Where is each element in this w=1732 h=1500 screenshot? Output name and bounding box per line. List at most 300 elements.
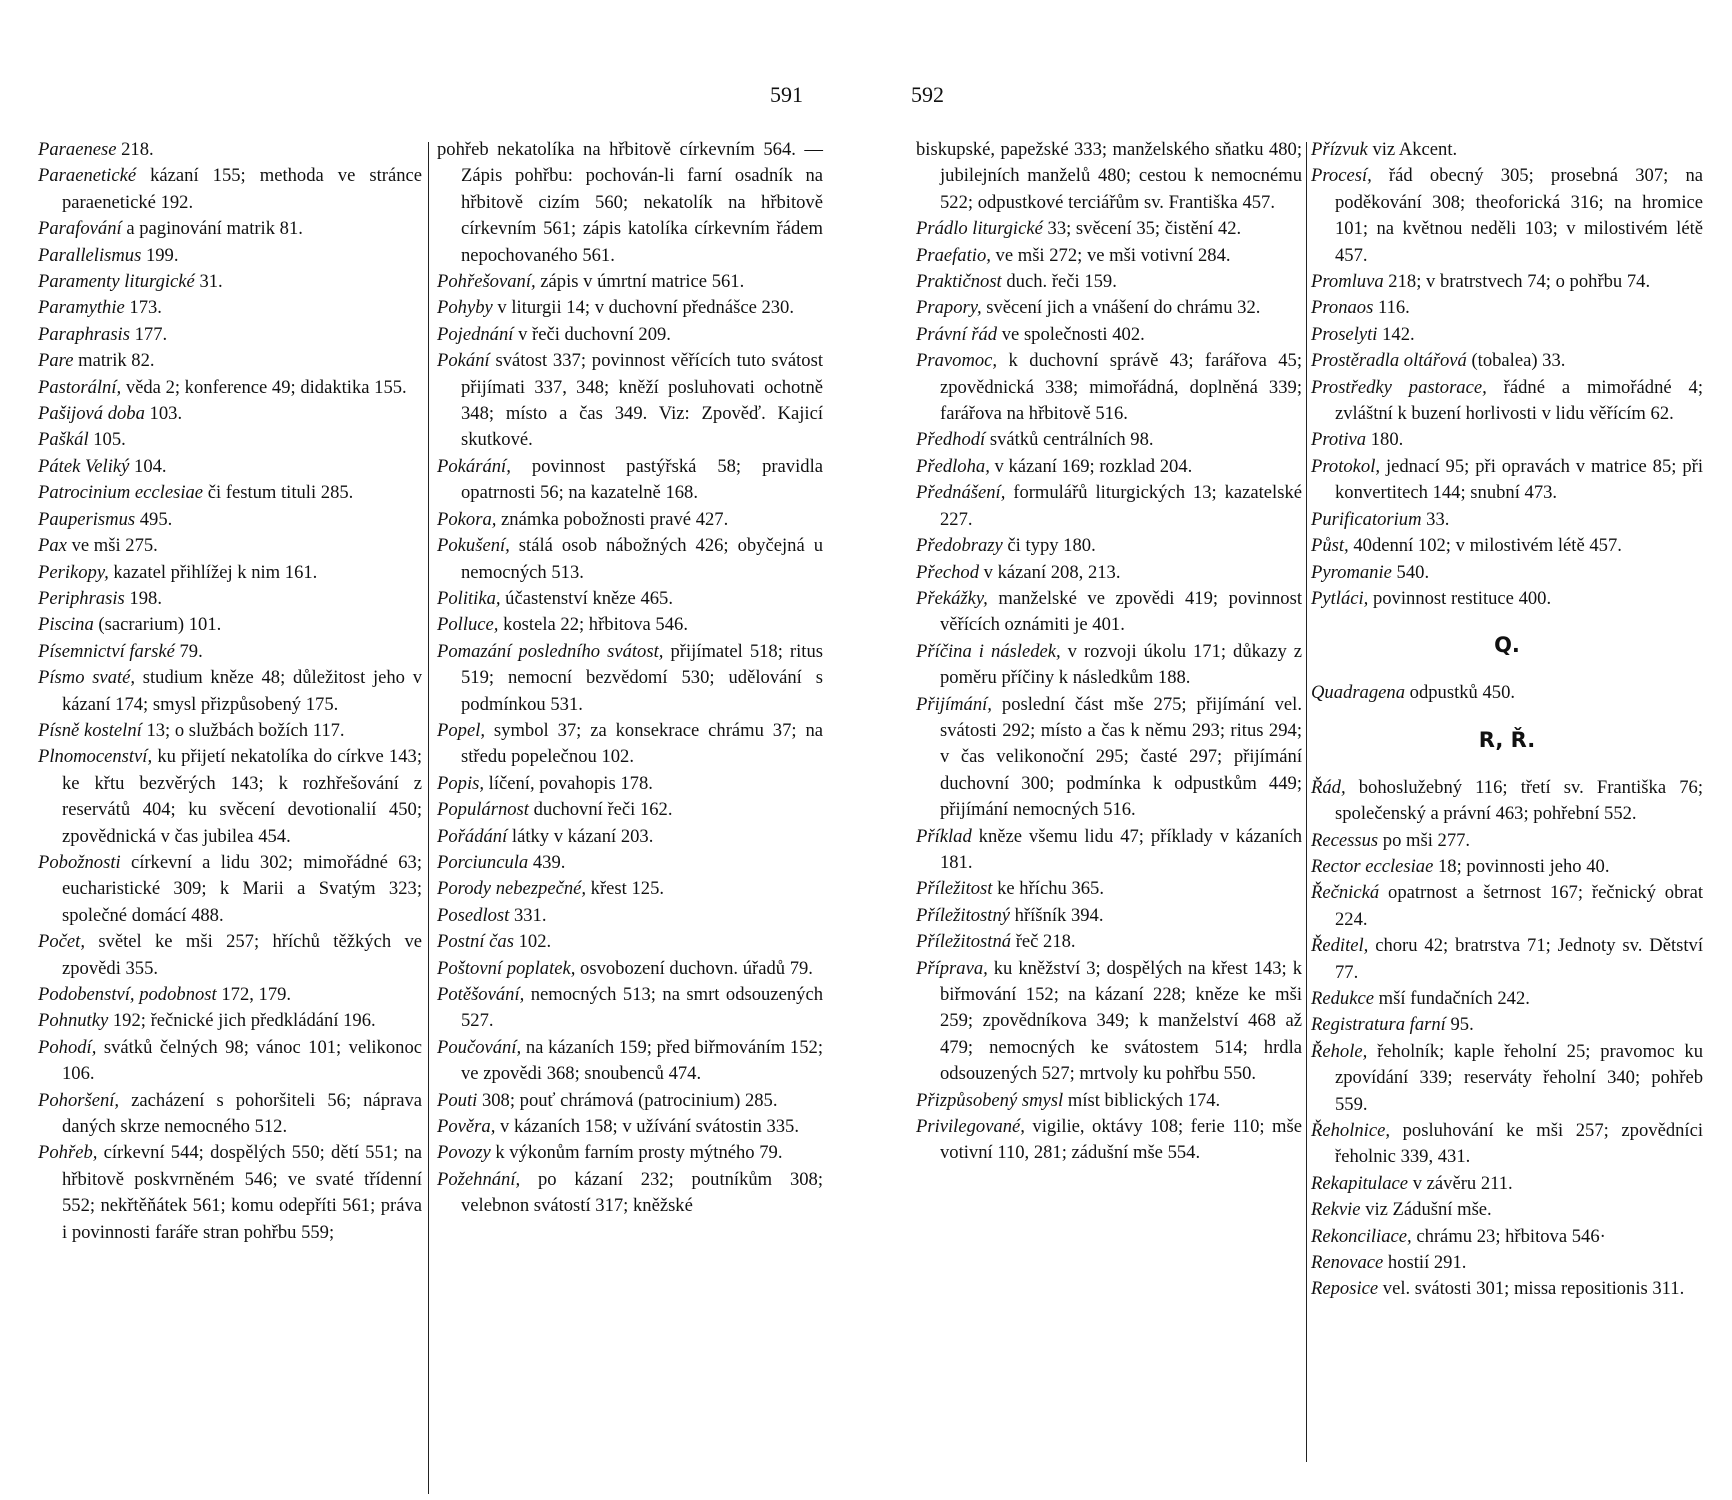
entry-headword: Plnomocenství, — [38, 746, 153, 768]
entry-headword: Řehole, — [1311, 1040, 1368, 1062]
index-entry — [38, 1140, 422, 1246]
entry-headword: Prostěradla oltářová — [1311, 350, 1467, 372]
entry-headword: Podobenství, podobnost — [38, 984, 217, 1005]
entry-text: povinnost restituce 400. — [1368, 587, 1552, 609]
entry-text: v řeči duchovní 209. — [513, 323, 671, 345]
entry-text: biskupské, papežské 333; manželského sňatku 480; jubilejních manželů 480; cestou k nemocnému 522; odpustkové terciářům sv. Františka 457. — [916, 139, 1302, 213]
index-entry — [38, 401, 422, 427]
entry-text: ku přijetí nekatolíka do církve 143; ke křtu bezvěrých 143; k rozhřešování z reservátů 404; ku svěcení devotionalií 450; zpovědnická v čas jubilea 454. — [62, 746, 422, 847]
index-entry — [1311, 560, 1703, 586]
entry-headword: Řád, — [1311, 776, 1346, 798]
index-entry — [916, 639, 1302, 692]
index-entry — [1311, 375, 1703, 428]
index-entry — [38, 322, 422, 348]
entry-headword: Rekapitulace — [1311, 1172, 1409, 1194]
index-entry — [1311, 986, 1703, 1012]
index-entry — [437, 956, 823, 982]
entry-text: 173. — [124, 297, 162, 319]
index-entry — [38, 665, 422, 718]
index-entry — [916, 929, 1302, 955]
index-entry — [1311, 1118, 1703, 1171]
index-entry — [437, 982, 823, 1035]
entry-text: církevní 544; dospělých 550; dětí 551; na hřbitově poskvrněném 546; ve svaté třídenní 552; nekřtěňátek 561; komu odepříti 561; práva i povinnosti faráře stran pohřbu 559; — [62, 1142, 422, 1243]
index-entry — [916, 692, 1302, 824]
index-entry — [437, 850, 823, 876]
index-entry — [38, 1088, 422, 1141]
entry-headword: Renovace — [1311, 1252, 1384, 1274]
index-entry — [38, 454, 422, 480]
entry-headword: Příprava, — [916, 957, 988, 979]
index-entry — [1311, 1276, 1703, 1302]
entry-headword: Pax — [38, 535, 67, 557]
index-entry — [916, 1088, 1302, 1114]
entry-text: v kázaních 158; v užívání svátostin 335. — [495, 1116, 799, 1138]
index-entry — [437, 1140, 823, 1166]
entry-headword: Rekonciliace, — [1311, 1225, 1412, 1247]
entry-text: kazatel přihlížej k nim 161. — [108, 561, 318, 583]
index-entry — [1311, 533, 1703, 559]
entry-headword: Redukce — [1311, 987, 1374, 1009]
index-entry — [1311, 880, 1703, 933]
entry-headword: Parallelismus — [38, 244, 142, 266]
entry-text: církevní a lidu 302; mimořádné 63; eucharistické 309; k Marii a Svatým 323; společné domácí 488. — [62, 851, 422, 926]
index-entry — [916, 824, 1302, 877]
entry-headword: Pověra, — [437, 1116, 496, 1138]
entry-headword: Pomazání posledního svátost, — [437, 640, 664, 662]
index-entry — [38, 1008, 422, 1034]
entry-text: posluhování ke mši 257; zpovědníci řeholnic 339, 431. — [1335, 1120, 1703, 1168]
index-entry — [1311, 828, 1703, 854]
index-entry — [1311, 427, 1703, 453]
section-letter-r: R, Ř. — [1478, 727, 1536, 752]
entry-text: na kázaních 159; před biřmováním 152; ve zpovědi 368; snoubenců 474. — [461, 1036, 823, 1085]
index-entry — [437, 824, 823, 850]
entry-headword: Poštovní poplatek, — [437, 957, 576, 979]
index-entry — [1311, 1197, 1703, 1223]
entry-headword: Písmo svaté, — [38, 667, 136, 689]
entry-headword: Řečnická — [1311, 882, 1380, 904]
entry-headword: Pravomoc, — [916, 350, 998, 372]
entries-r — [1311, 775, 1703, 1303]
entry-text: účastenství kněze 465. — [500, 587, 673, 609]
entry-text: choru 42; bratrstva 71; Jednoty sv. Dětství 77. — [1335, 935, 1703, 983]
entry-text: křest 125. — [586, 878, 665, 900]
entry-text: svátost 337; povinnost věřících tuto svátost přijímati 337, 348; kněží posluhovati ochotně 348; místo a čas 349. Viz: Zpověď. Kajicí skutkové. — [461, 350, 823, 451]
index-entry — [1311, 680, 1703, 706]
entry-text: 142. — [1377, 323, 1415, 345]
entry-text: řeč 218. — [1011, 931, 1076, 953]
entry-text: vel. svátosti 301; missa repositionis 311. — [1378, 1278, 1685, 1300]
index-entry — [916, 427, 1302, 453]
index-entry — [437, 876, 823, 902]
index-entry — [437, 639, 823, 718]
index-entry — [916, 956, 1302, 1088]
index-entry — [1311, 1039, 1703, 1118]
entry-text: svátků centrálních 98. — [985, 429, 1154, 451]
index-entry — [437, 903, 823, 929]
index-entry — [38, 295, 422, 321]
entry-headword: Popel, — [437, 719, 486, 741]
index-entry — [437, 771, 823, 797]
entry-text: manželské ve zpovědi 419; povinnost věřících oznámiti je 401. — [940, 587, 1302, 636]
index-entry — [1311, 454, 1703, 507]
index-entry — [1311, 775, 1703, 828]
entry-text: opatrnost a šetrnost 167; řečnický obrat 224. — [1335, 882, 1703, 930]
entry-text: v kázaní 169; rozklad 204. — [989, 455, 1193, 477]
entry-text: 495. — [135, 508, 173, 530]
index-entry — [1311, 586, 1703, 612]
entry-headword: Přizpůsobený smysl — [916, 1089, 1064, 1111]
entry-text: a paginování matrik 81. — [121, 218, 303, 240]
entry-text: po kázaní 232; poutníkům 308; velebnon svátostí 317; kněžské — [461, 1168, 823, 1217]
entry-text: svátků čelných 98; vánoc 101; velikonoc 106. — [62, 1036, 422, 1085]
entry-headword: Předhodí — [916, 429, 986, 451]
entry-headword: Procesí, — [1311, 165, 1372, 187]
entry-text: symbol 37; za konsekrace chrámu 37; na středu popelečnou 102. — [461, 719, 823, 768]
entry-text: 116. — [1373, 297, 1410, 319]
index-entry — [38, 744, 422, 850]
index-entry — [437, 269, 823, 295]
index-entry — [437, 1167, 823, 1220]
index-entry — [916, 295, 1302, 321]
entry-text: 172, 179. — [216, 984, 292, 1005]
entry-text: 31. — [194, 271, 223, 293]
entry-text: 103. — [144, 403, 183, 425]
entry-text: řád obecný 305; prosebná 307; na poděkování 308; theoforická 316; na hromice 101; na květnou neděli 103; v milostivém létě 457. — [1335, 165, 1703, 266]
index-entry — [916, 269, 1302, 295]
entry-headword: Pojednání — [437, 323, 514, 345]
entry-headword: Ředitel, — [1311, 935, 1369, 957]
index-entry — [1311, 933, 1703, 986]
entry-headword: Pytláci, — [1311, 587, 1369, 609]
entry-text: ve společnosti 402. — [997, 323, 1145, 345]
entry-headword: Parafování — [38, 218, 122, 240]
index-entry — [38, 718, 422, 744]
entry-headword: Protokol, — [1311, 455, 1381, 477]
entry-text: 308; pouť chrámová (patrocinium) 285. — [477, 1089, 778, 1111]
entry-headword: Půst, — [1311, 535, 1349, 557]
index-entry — [437, 1088, 823, 1114]
index-entry — [916, 876, 1302, 902]
entry-text: ku kněžství 3; dospělých na křest 143; k biřmování 152; na kázaní 228; kněze ke mši 259; zpovědníkova 349; k manželství 468 až 479; nemocných ke svátostem 514; hrdla odsouzených 527; mrtvoly ku pohřbu 550. — [940, 957, 1302, 1085]
entry-headword: Paraenetické — [38, 165, 137, 187]
entry-headword: Posedlost — [437, 904, 510, 926]
entry-headword: Popis, — [437, 772, 485, 794]
index-entry — [1311, 1171, 1703, 1197]
index-entry — [38, 243, 422, 269]
index-entry — [916, 480, 1302, 533]
entry-text: 198. — [124, 587, 162, 609]
entry-headword: Promluva — [1311, 271, 1384, 293]
entry-headword: Právní řád — [916, 323, 998, 345]
entry-text: v liturgii 14; v duchovní přednášce 230. — [492, 297, 795, 319]
entry-text: duchovní řeči 162. — [528, 799, 673, 821]
entry-text: 331. — [509, 904, 547, 926]
index-entry — [916, 216, 1302, 242]
entry-headword: Povozy — [437, 1142, 491, 1164]
entry-headword: Recessus — [1311, 829, 1379, 851]
entry-headword: Předloha, — [916, 455, 990, 477]
entry-headword: Purificatorium — [1311, 508, 1422, 530]
entry-text: 540. — [1391, 561, 1430, 583]
entry-text: viz Akcent. — [1367, 139, 1458, 160]
entry-headword: Proselyti — [1311, 323, 1378, 345]
entry-headword: Praefatio, — [916, 244, 991, 266]
entry-text: kostela 22; hřbitova 546. — [498, 614, 688, 636]
entry-headword: Pašijová doba — [38, 403, 145, 425]
entry-text: 105. — [88, 429, 126, 451]
entry-text: povinnost pastýřská 58; pravidla opatrnosti 56; na kazatelně 168. — [461, 455, 823, 504]
entry-headword: Paraphrasis — [38, 323, 130, 345]
index-entry — [38, 533, 422, 559]
index-entry — [437, 507, 823, 533]
entry-text: 79. — [174, 640, 203, 662]
section-letter-q: Q. — [1494, 633, 1520, 658]
index-entry — [437, 586, 823, 612]
entry-headword: Příklad — [916, 825, 972, 847]
entry-headword: Pronaos — [1311, 297, 1374, 319]
index-entry — [1311, 507, 1703, 533]
entry-text: světel ke mši 257; hříchů těžkých ve zpovědi 355. — [62, 931, 422, 979]
index-entry — [437, 533, 823, 586]
page-number-right: 592 — [911, 82, 944, 107]
entry-text: v závěru 211. — [1408, 1172, 1513, 1194]
entry-headword: Pátek Veliký — [38, 455, 130, 477]
entry-headword: Piscina — [38, 614, 94, 636]
entry-text: osvobození duchovn. úřadů 79. — [575, 957, 813, 979]
entry-text: 95. — [1445, 1014, 1474, 1036]
entry-text: ve mši 272; ve mši votivní 284. — [990, 244, 1231, 266]
index-entry — [437, 718, 823, 771]
index-entry — [916, 560, 1302, 586]
entry-text: odpustků 450. — [1405, 682, 1516, 704]
index-entry — [1311, 295, 1703, 321]
entry-text: 33. — [1421, 508, 1450, 530]
entry-text: chrámu 23; hřbitova 546· — [1411, 1225, 1606, 1247]
index-entry — [38, 586, 422, 612]
index-entry — [437, 137, 823, 269]
entry-headword: Quadragena — [1311, 682, 1405, 704]
entry-text: 18; povinnosti jeho 40. — [1433, 855, 1610, 877]
entry-headword: Potěšování, — [437, 984, 525, 1005]
index-entry — [1311, 163, 1703, 269]
entry-text: 33; svěcení 35; čistění 42. — [1042, 218, 1242, 240]
entry-headword: Písně kostelní — [38, 719, 142, 741]
entry-headword: Pohřeb, — [38, 1142, 98, 1164]
index-entry — [916, 243, 1302, 269]
index-entry — [916, 322, 1302, 348]
entry-headword: Polluce, — [437, 614, 499, 636]
index-entry — [1311, 1224, 1703, 1250]
entry-text: po mši 277. — [1378, 829, 1471, 851]
index-entry — [916, 1114, 1302, 1167]
entry-text: přijímatel 518; ritus 519; nemocní bezvědomí 530; udělování s podmínkou 531. — [461, 640, 823, 715]
entry-text: kněze všemu lidu 47; příklady v kázaních 181. — [940, 825, 1302, 873]
index-column-1 — [38, 137, 422, 1246]
entry-headword: Perikopy, — [38, 561, 109, 583]
entry-headword: Praktičnost — [916, 271, 1002, 293]
index-entry — [38, 269, 422, 295]
entry-text: 199. — [141, 244, 179, 266]
entry-text: (sacrarium) 101. — [93, 614, 222, 636]
index-entry — [38, 929, 422, 982]
entry-text: známka pobožnosti pravé 427. — [496, 508, 729, 530]
entry-text: hostií 291. — [1383, 1252, 1467, 1274]
entry-text: líčení, povahopis 178. — [484, 772, 653, 794]
entry-headword: Postní čas — [437, 931, 514, 953]
entry-headword: Pořádání — [437, 825, 508, 847]
entry-text: studium kněze 48; důležitost jeho v kázaní 174; smysl přizpůsobený 175. — [62, 667, 422, 715]
entry-text: 104. — [129, 455, 167, 477]
entry-text: či festum tituli 285. — [203, 482, 354, 504]
index-entry — [38, 137, 422, 163]
index-entry — [38, 982, 422, 1008]
entry-text: 439. — [528, 851, 566, 873]
index-entry — [38, 612, 422, 638]
index-entry — [38, 480, 422, 506]
index-entry — [38, 348, 422, 374]
entry-headword: Příležitostná — [916, 931, 1012, 953]
index-entry — [1311, 322, 1703, 348]
entry-headword: Pohoršení, — [38, 1089, 120, 1111]
index-entry — [437, 612, 823, 638]
entry-headword: Patrocinium ecclesiae — [38, 482, 204, 504]
index-entry — [437, 1035, 823, 1088]
index-entry — [1311, 1012, 1703, 1038]
index-column-4 — [1311, 137, 1703, 1303]
index-entry — [916, 533, 1302, 559]
entry-text: mší fundačních 242. — [1373, 987, 1530, 1009]
entry-headword: Překážky, — [916, 587, 988, 609]
index-entry — [437, 797, 823, 823]
entry-text: míst biblických 174. — [1063, 1089, 1221, 1111]
entry-text: pohřeb nekatolíka na hřbitově církevním 564. — Zápis pohřbu: pochován-li farní osadník na hřbitově cizím 560; nekatolík na hřbitově církevním 561; zápis katolíka církevním řádem nepochovaného 561. — [437, 139, 823, 266]
index-entry — [38, 1035, 422, 1088]
entry-text: duch. řeči 159. — [1001, 271, 1117, 293]
entry-headword: Privilegované, — [916, 1116, 1025, 1138]
entry-headword: Pohodí, — [38, 1036, 97, 1058]
index-column-3 — [916, 137, 1302, 1167]
entry-text: látky v kázaní 203. — [507, 825, 654, 847]
entry-text: 102. — [513, 931, 552, 953]
entry-headword: Poučování, — [437, 1036, 522, 1058]
entry-text: ve mši 275. — [66, 535, 158, 557]
index-entry — [1311, 854, 1703, 880]
index-entry — [916, 137, 1302, 216]
entry-headword: Porciuncula — [437, 851, 529, 873]
entry-headword: Přechod — [916, 561, 979, 583]
entry-headword: Pohyby — [437, 297, 493, 319]
entry-text: 13; o službách božích 117. — [141, 719, 345, 741]
entry-text: stálá osob nábožných 426; obyčejná u nemocných 513. — [461, 535, 823, 583]
entry-headword: Přednášení, — [916, 482, 1006, 504]
column-rule-right — [1306, 142, 1307, 1462]
entry-text: vigilie, oktávy 108; ferie 110; mše votivní 110, 281; zádušní mše 554. — [940, 1116, 1302, 1164]
entries-p-continued — [1311, 137, 1703, 612]
index-entry — [38, 427, 422, 453]
entry-headword: Požehnání, — [437, 1168, 521, 1190]
entry-text: poslední část mše 275; přijímání vel. svátosti 292; místo a čas k němu 293; ritus 294; v čas velikonoční 295; časté 297; přijímání duchovní 300; podmínka k odpustkům 449; přijímání nemocných 516. — [940, 693, 1302, 821]
entry-headword: Prádlo liturgické — [916, 218, 1043, 240]
entry-headword: Periphrasis — [38, 587, 125, 609]
entry-headword: Příležitostný — [916, 904, 1010, 926]
entry-text: bohoslužebný 116; třetí sv. Františka 76; společenský a právní 463; pohřební 552. — [1335, 776, 1703, 825]
entry-text: k výkonům farním prosty mýtného 79. — [490, 1142, 783, 1164]
index-entry — [916, 348, 1302, 427]
entry-text: 180. — [1366, 429, 1404, 451]
index-entry — [38, 375, 422, 401]
index-entry — [437, 348, 823, 454]
entry-headword: Pokárání, — [437, 455, 511, 477]
column-rule-left — [428, 142, 429, 1494]
entry-headword: Pohnutky — [38, 1010, 109, 1032]
entry-headword: Pokání — [437, 350, 490, 372]
index-entry — [1311, 269, 1703, 295]
entry-headword: Počet, — [38, 931, 85, 953]
index-entry — [38, 163, 422, 216]
index-entry — [437, 322, 823, 348]
entry-headword: Předobrazy — [916, 535, 1003, 557]
entry-headword: Přijímání, — [916, 693, 992, 715]
index-entry — [916, 586, 1302, 639]
entry-headword: Pobožnosti — [38, 851, 121, 873]
entry-text: zacházení s pohoršiteli 56; náprava daných skrze nemocného 512. — [62, 1089, 422, 1138]
entry-headword: Pyromanie — [1311, 561, 1392, 583]
entry-text: ke hříchu 365. — [992, 878, 1104, 900]
entry-headword: Příčina i následek, — [916, 640, 1061, 662]
entry-headword: Pauperismus — [38, 508, 136, 530]
index-entry — [437, 454, 823, 507]
entry-headword: Politika, — [437, 587, 501, 609]
entry-text: viz Zádušní mše. — [1360, 1199, 1492, 1221]
index-entry — [1311, 137, 1703, 163]
entry-headword: Porody nebezpečné, — [437, 878, 587, 900]
entry-headword: Přízvuk — [1311, 139, 1368, 160]
entry-headword: Pokora, — [437, 508, 497, 530]
index-entry — [437, 929, 823, 955]
entry-text: jednací 95; při opravách v matrice 85; při konvertitech 144; snubní 473. — [1335, 455, 1703, 504]
index-entry — [38, 639, 422, 665]
index-entry — [1311, 1250, 1703, 1276]
entry-headword: Řeholnice, — [1311, 1120, 1390, 1141]
entry-headword: Pare — [38, 350, 74, 372]
entry-text: 40denní 102; v milostivém létě 457. — [1348, 535, 1622, 557]
entry-text: či typy 180. — [1002, 535, 1096, 557]
entry-text: 218; v bratrstvech 74; o pohřbu 74. — [1383, 271, 1651, 293]
entry-headword: Písemnictví farské — [38, 640, 175, 662]
index-entry — [38, 216, 422, 242]
entries-q — [1311, 680, 1703, 706]
index-entry — [916, 903, 1302, 929]
entry-headword: Pokušení, — [437, 535, 510, 557]
entry-headword: Registratura farní — [1311, 1014, 1446, 1036]
entry-text: formulářů liturgických 13; kazatelské 227. — [940, 482, 1302, 530]
entry-text: k duchovní správě 43; farářova 45; zpovědnická 338; mimořádná, doplněná 339; farářova na hřbitově 516. — [940, 350, 1302, 425]
entry-headword: Reposice — [1311, 1278, 1379, 1300]
index-entry — [437, 1114, 823, 1140]
entry-text: (tobalea) 33. — [1466, 350, 1566, 372]
index-column-2 — [437, 137, 823, 1220]
entry-text: věda 2; konference 49; didaktika 155. — [121, 376, 407, 398]
entry-headword: Pastorální, — [38, 376, 122, 398]
entry-headword: Prostředky pastorace, — [1311, 376, 1487, 398]
entry-text: 192; řečnické jich předkládání 196. — [108, 1010, 376, 1032]
entry-text: 177. — [129, 323, 168, 345]
entry-text: řádné a mimořádné 4; zvláštní k buzení horlivosti v lidu věřícím 62. — [1335, 376, 1703, 425]
index-entry — [437, 295, 823, 321]
entry-headword: Rekvie — [1311, 1199, 1361, 1221]
page-number-left: 591 — [770, 82, 803, 107]
